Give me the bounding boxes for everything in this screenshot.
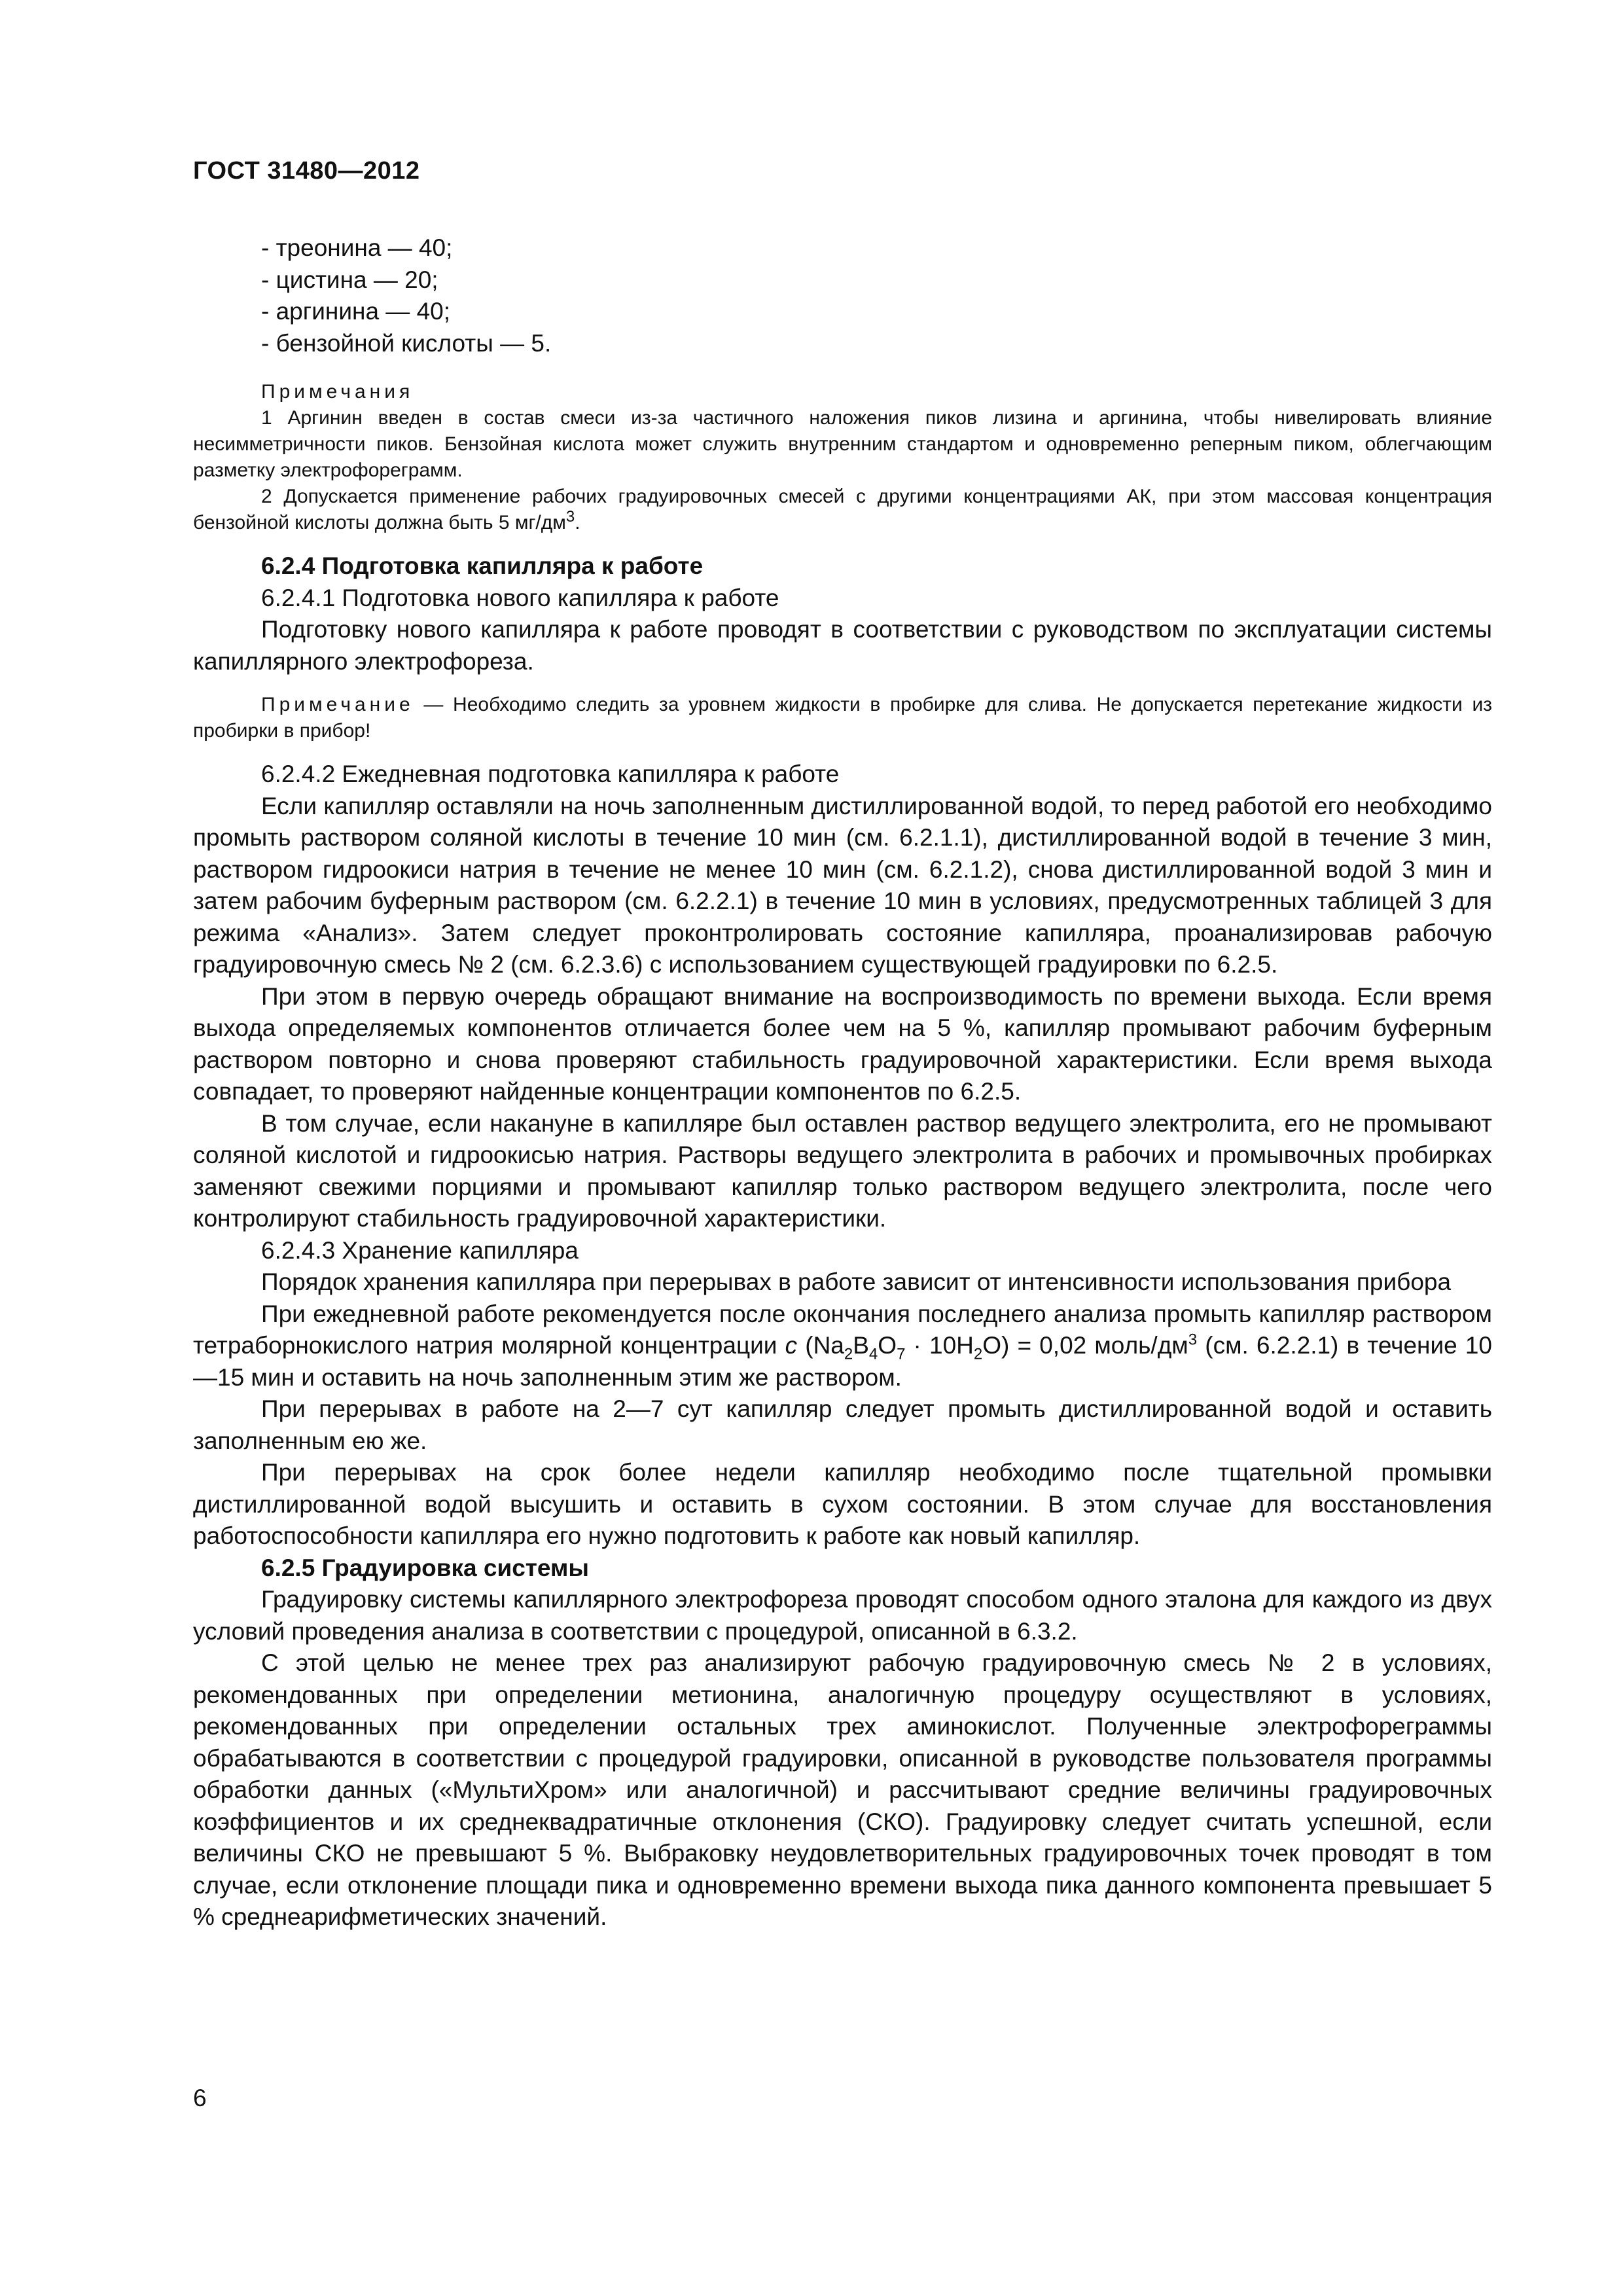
paragraph: Подготовку нового капилляра к работе проводят в соответствии с руководством по эксплуатации системы капиллярного электрофореза. <box>193 616 1492 675</box>
note-1: 1 Аргинин введен в состав смеси из-за частичного наложения пиков лизина и аргинина, чтобы нивелировать влияние несимметричности пиков. Бензойная кислота может служить внутренним стандартом и одновременно реперным пиком, облегчающим разметку электрофореграмм. <box>193 407 1492 481</box>
subscript: 2 <box>844 1345 853 1363</box>
page-content <box>193 232 1492 1933</box>
subsection-heading: 6.2.4.2 Ежедневная подготовка капилляра к работе <box>261 761 840 787</box>
document-code-header: ГОСТ 31480—2012 <box>193 157 420 185</box>
section-heading-6-2-4: 6.2.4 Подготовка капилляра к работе <box>261 552 704 579</box>
note-2-end: . <box>575 512 580 533</box>
note-label: Примечание <box>261 694 414 715</box>
paragraph: Если капилляр оставляли на ночь заполненным дистиллированной водой, то перед работой его необходимо промыть раствором соляной кислоты в течение 10 мин (см. 6.2.1.1), дистиллированной водой в течение 3 мин, раствором гидроокиси натрия в течение не менее 10 мин (см. 6.2.1.2), снова дистиллированной водой 3 мин и затем рабочим буферным раствором (см. 6.2.2.1) в течение 10 мин в условиях, предусмотренных таблицей 3 для режима «Анализ». Затем следует проконтролировать состояние капилляра, проанализировав рабочую градуировочную смесь № 2 (см. 6.2.3.6) с использованием существующей градуировки по 6.2.5. <box>193 792 1492 978</box>
formula: (Na <box>797 1332 844 1359</box>
superscript: 3 <box>1188 1331 1198 1349</box>
formula: O) = 0,02 моль/дм <box>982 1332 1188 1359</box>
text: При ежедневной работе рекомендуется после окончания последнего анализа промыть капилляр раствором тетраборнокислого натрия молярной концентрации <box>193 1300 1492 1359</box>
note-block <box>193 692 1492 744</box>
list-item: - аргинина — 40; <box>261 298 451 325</box>
section-heading-6-2-5: 6.2.5 Градуировка системы <box>261 1554 589 1581</box>
paragraph: В том случае, если накануне в капилляре был оставлен раствор ведущего электролита, его не промывают соляной кислотой и гидроокисью натрия. Растворы ведущего электролита в рабочих и промывочных пробирках заменяют свежими порциями и промывают капилляр только раствором ведущего электролита, после чего контролируют стабильность градуировочной характеристики. <box>193 1109 1492 1232</box>
subscript: 7 <box>897 1345 906 1363</box>
list-item: - бензойной кислоты — 5. <box>261 329 552 357</box>
paragraph: При перерывах в работе на 2—7 сут капилляр следует промыть дистиллированной водой и оставить заполненным ею же. <box>193 1395 1492 1454</box>
notes-title: Примечания <box>261 381 414 403</box>
subsection-heading: 6.2.4.3 Хранение капилляра <box>261 1236 579 1264</box>
subscript: 4 <box>868 1345 878 1363</box>
note <box>193 692 1492 744</box>
note-2-text: 2 Допускается применение рабочих градуировочных смесей с другими концентрациями АК, при этом массовая концентрация бензойной кислоты должна быть 5 мг/дм <box>193 486 1492 533</box>
paragraph: При этом в первую очередь обращают внимание на воспроизводимость по времени выхода. Если время выхода определяемых компонентов отличается более чем на 5 %, капилляр промывают рабочим буферным раствором повторно и снова проверяют стабильность градуировочной характеристики. Если время выхода совпадает, то проверяют найденные концентрации компонентов по 6.2.5. <box>193 982 1492 1105</box>
note-2 <box>193 484 1492 536</box>
paragraph: Порядок хранения капилляра при перерывах в работе зависит от интенсивности использования прибора <box>261 1268 1452 1295</box>
paragraph-formula <box>193 1299 1492 1394</box>
formula-symbol: c <box>785 1332 798 1359</box>
paragraph: С этой целью не менее трех раз анализируют рабочую градуировочную смесь № 2 в условиях, рекомендованных при определении метионина, аналогичную процедуру осуществляют в условиях, рекомендованных при определении остальных трех аминокислот. Полученные электрофореграммы обрабатываются в соответствии с процедурой градуировки, описанной в руководстве пользователя программы обработки данных («МультиХром» или аналогичной) и рассчитывают средние величины градуировочных коэффициентов и их среднеквадратичные отклонения (СКО). Градуировку следует считать успешной, если величины СКО не превышают 5 %. Выбраковку неудовлетворительных градуировочных точек проводят в том случае, если отклонение площади пика и одновременно времени выхода пика данного компонента превышает 5 % среднеарифметических значений. <box>193 1649 1492 1930</box>
concentration-list <box>261 232 1492 359</box>
formula: B <box>853 1332 869 1359</box>
subsection-heading: 6.2.4.1 Подготовка нового капилляра к работе <box>261 584 779 611</box>
paragraph: При перерывах на срок более недели капилляр необходимо после тщательной промывки дистиллированной водой высушить и оставить в сухом состоянии. В этом случае для восстановления работоспособности капилляра его нужно подготовить к работе как новый капилляр. <box>193 1459 1492 1549</box>
formula: · 10H <box>905 1332 974 1359</box>
list-item: - цистина — 20; <box>261 266 438 293</box>
formula: O <box>878 1332 897 1359</box>
page-number: 6 <box>193 2085 207 2111</box>
text: (см. 6.2.2.1) в течение 10—15 мин и оставить на ночь заполненным этим же раствором. <box>193 1332 1493 1391</box>
subscript: 2 <box>973 1345 983 1363</box>
note-text: — Необходимо следить за уровнем жидкости в пробирке для слива. Не допускается перетекание жидкости из пробирки в прибор! <box>193 694 1492 742</box>
paragraph: Градуировку системы капиллярного электрофореза проводят способом одного эталона для каждого из двух условий проведения анализа в соответствии с процедурой, описанной в 6.3.2. <box>193 1586 1492 1645</box>
list-item: - треонина — 40; <box>261 234 453 261</box>
superscript: 3 <box>565 508 575 526</box>
notes-block <box>193 379 1492 536</box>
